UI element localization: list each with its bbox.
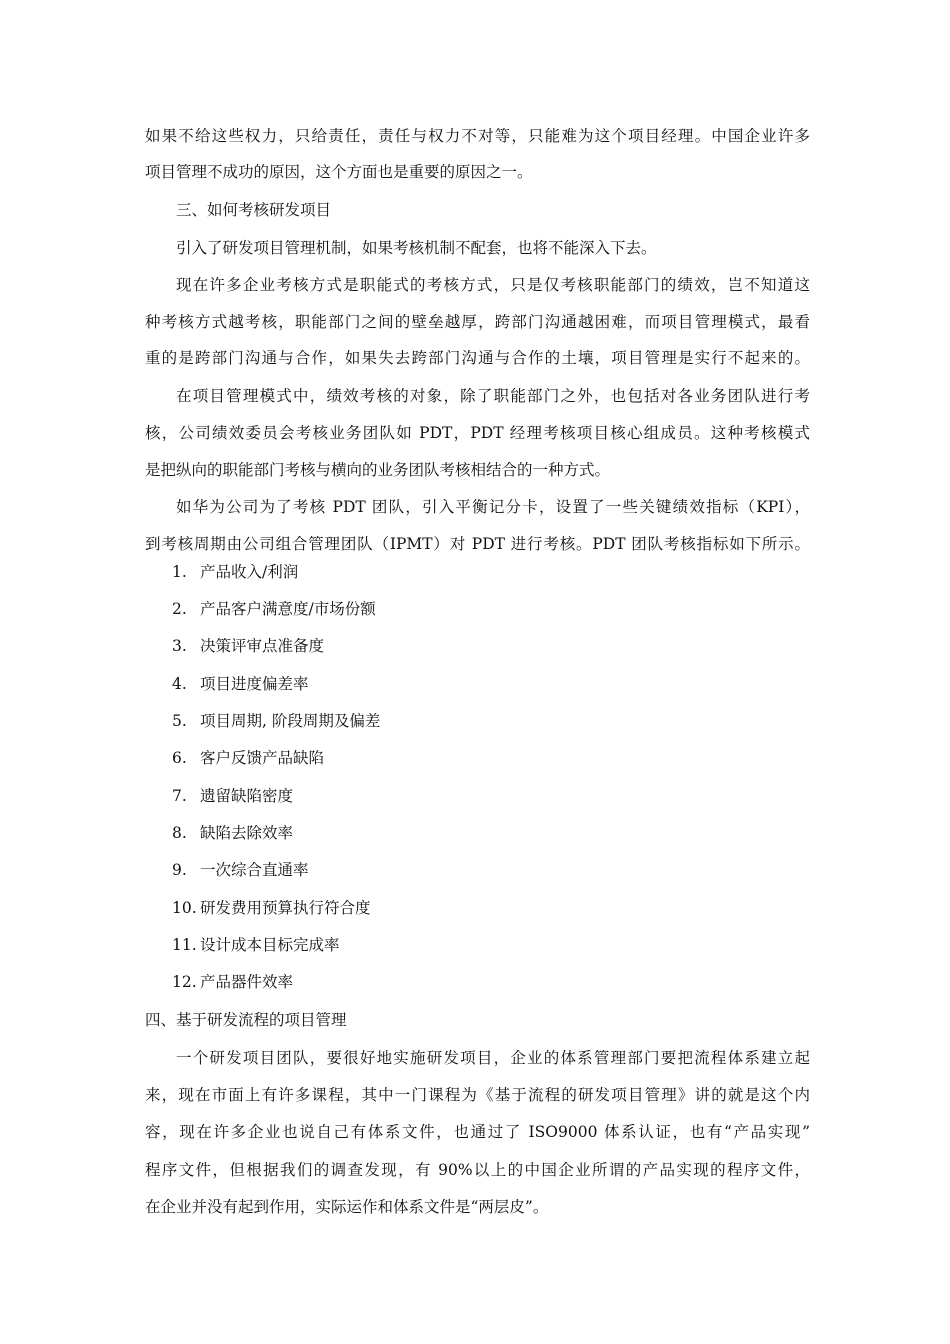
list-item-text: 设计成本目标完成率 xyxy=(200,936,340,954)
list-item-text: 一次综合直通率 xyxy=(200,861,309,879)
list-item xyxy=(172,972,293,992)
paragraph-line: 现在许多企业考核方式是职能式的考核方式，只是仅考核职能部门的绩效，岂不知道这 xyxy=(176,276,810,294)
list-item-number: 8. xyxy=(172,824,187,842)
list-item-number: 4. xyxy=(172,675,187,693)
list-item-number: 3. xyxy=(172,637,187,655)
list-item xyxy=(172,823,293,843)
list-item xyxy=(172,711,380,731)
list-item xyxy=(172,898,371,918)
paragraph-line: 是把纵向的职能部门考核与横向的业务团队考核相结合的一种方式。 xyxy=(145,461,611,479)
list-item-number: 6. xyxy=(172,749,187,767)
list-item xyxy=(172,562,298,582)
paragraph-line: 在企业并没有起到作用，实际运作和体系文件是“两层皮”。 xyxy=(145,1198,549,1216)
list-item-text: 项目进度偏差率 xyxy=(200,675,309,693)
section-heading: 三、如何考核研发项目 xyxy=(176,201,332,219)
list-item-text: 产品收入/利润 xyxy=(200,563,299,581)
list-item xyxy=(172,674,309,694)
list-item-text: 研发费用预算执行符合度 xyxy=(200,899,371,917)
paragraph-line: 程序文件，但根据我们的调查发现，有 90%以上的中国企业所谓的产品实现的程序文件， xyxy=(145,1161,810,1179)
list-item-number: 9. xyxy=(172,861,187,879)
list-item-number: 7. xyxy=(172,787,187,805)
list-item-text: 客户反馈产品缺陷 xyxy=(200,749,325,767)
paragraph-line: 一个研发项目团队，要很好地实施研发项目，企业的体系管理部门要把流程体系建立起 xyxy=(176,1049,810,1067)
paragraph-line: 来，现在市面上有许多课程，其中一门课程为《基于流程的研发项目管理》讲的就是这个内 xyxy=(145,1086,810,1104)
list-item-text: 产品器件效率 xyxy=(200,973,294,991)
list-item-text: 项目周期, 阶段周期及偏差 xyxy=(200,712,381,730)
list-item-text: 决策评审点准备度 xyxy=(200,637,325,655)
list-item xyxy=(172,748,324,768)
paragraph-line: 如华为公司为了考核 PDT 团队，引入平衡记分卡，设置了一些关键绩效指标（KPI）， xyxy=(176,498,810,516)
list-item-number: 10. xyxy=(172,899,197,917)
paragraph-line: 项目管理不成功的原因，这个方面也是重要的原因之一。 xyxy=(145,163,533,181)
list-item-text: 产品客户满意度/市场份额 xyxy=(200,600,376,618)
paragraph-line: 核，公司绩效委员会考核业务团队如 PDT，PDT 经理考核项目核心组成员。这种考核模式 xyxy=(145,424,810,442)
list-item xyxy=(172,860,309,880)
section-heading: 四、基于研发流程的项目管理 xyxy=(145,1011,347,1029)
paragraph-line: 到考核周期由公司组合管理团队（IPMT）对 PDT 进行考核。PDT 团队考核指标如下所示。 xyxy=(145,535,810,553)
list-item xyxy=(172,599,376,619)
list-item xyxy=(172,636,324,656)
list-item-text: 缺陷去除效率 xyxy=(200,824,294,842)
paragraph-line: 引入了研发项目管理机制，如果考核机制不配套，也将不能深入下去。 xyxy=(176,239,657,257)
paragraph-line: 容，现在许多企业也说自己有体系文件，也通过了 ISO9000 体系认证，也有“产品实现” xyxy=(145,1123,810,1141)
paragraph-line: 如果不给这些权力，只给责任，责任与权力不对等，只能难为这个项目经理。中国企业许多 xyxy=(145,127,810,145)
list-item xyxy=(172,935,340,955)
paragraph-line: 重的是跨部门沟通与合作，如果失去跨部门沟通与合作的土壤，项目管理是实行不起来的。 xyxy=(145,349,810,367)
paragraph-line: 种考核方式越考核，职能部门之间的壁垒越厚，跨部门沟通越困难，而项目管理模式，最看 xyxy=(145,313,810,331)
list-item-number: 5. xyxy=(172,712,187,730)
list-item-number: 1. xyxy=(172,563,187,581)
list-item-number: 12. xyxy=(172,973,197,991)
paragraph-line: 在项目管理模式中，绩效考核的对象，除了职能部门之外，也包括对各业务团队进行考 xyxy=(176,387,810,405)
list-item xyxy=(172,786,293,806)
list-item-text: 遗留缺陷密度 xyxy=(200,787,294,805)
list-item-number: 2. xyxy=(172,600,187,618)
list-item-number: 11. xyxy=(172,936,197,954)
